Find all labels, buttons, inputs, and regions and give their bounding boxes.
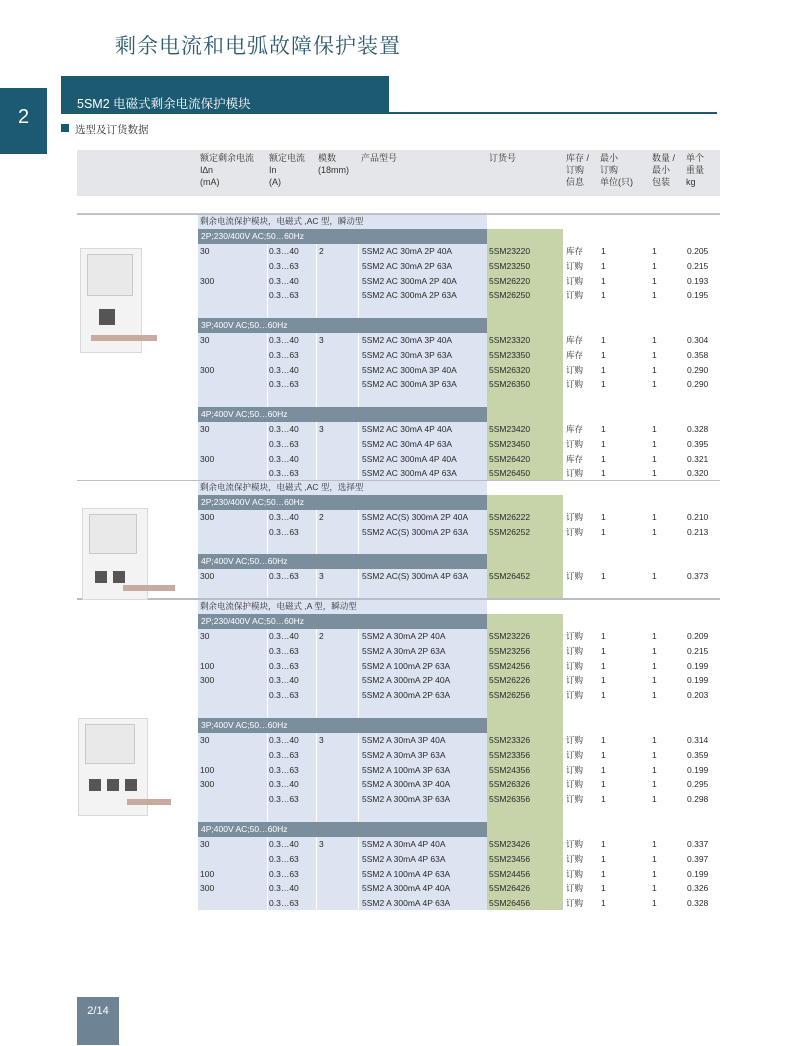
cell-pack: 1 [652, 854, 657, 864]
cell-pack: 1 [652, 512, 657, 522]
section-divider [61, 112, 717, 114]
cell-stock: 订购 [566, 365, 584, 375]
chapter-tab: 2 [0, 88, 47, 154]
cell-order: 5SM23450 [489, 439, 531, 449]
cell-in: 0.3…40 [269, 735, 299, 745]
cell-min: 1 [601, 869, 606, 879]
order-number-band [487, 614, 563, 910]
cell-mod: 3 [319, 735, 324, 745]
cell-ma: 300 [200, 571, 215, 581]
cell-weight: 0.320 [687, 468, 709, 478]
cell-min: 1 [601, 350, 606, 360]
cell-min: 1 [601, 661, 606, 671]
cell-order: 5SM23326 [489, 735, 531, 745]
cell-weight: 0.210 [687, 512, 709, 522]
cell-stock: 订购 [566, 290, 584, 300]
cell-stock: 订购 [566, 261, 584, 271]
cell-weight: 0.397 [687, 854, 709, 864]
cell-pack: 1 [652, 335, 657, 345]
cell-stock: 订购 [566, 839, 584, 849]
cell-order: 5SM26456 [489, 898, 531, 908]
cell-weight: 0.290 [687, 365, 709, 375]
cell-weight: 0.304 [687, 335, 709, 345]
cell-pack: 1 [652, 735, 657, 745]
cell-ma: 100 [200, 765, 215, 775]
page-number: 2/14 [77, 997, 119, 1045]
cell-stock: 库存 [566, 246, 584, 256]
cell-min: 1 [601, 261, 606, 271]
cell-order: 5SM24356 [489, 765, 531, 775]
cell-ma: 30 [200, 735, 210, 745]
cell-pack: 1 [652, 454, 657, 464]
cell-min: 1 [601, 631, 606, 641]
product-image-a-instant [78, 718, 148, 816]
cell-ma: 30 [200, 424, 210, 434]
cell-weight: 0.199 [687, 675, 709, 685]
voltage-group: 2P;230/400V AC;50…60Hz [198, 229, 487, 244]
cell-weight: 0.326 [687, 883, 709, 893]
cell-min: 1 [601, 439, 606, 449]
cell-pack: 1 [652, 661, 657, 671]
cell-weight: 0.199 [687, 765, 709, 775]
cell-order: 5SM26426 [489, 883, 531, 893]
cell-order: 5SM23250 [489, 261, 531, 271]
cell-min: 1 [601, 779, 606, 789]
cell-model: 5SM2 AC 300mA 4P 40A [362, 454, 457, 464]
cell-mod: 3 [319, 571, 324, 581]
cell-model: 5SM2 AC 30mA 3P 63A [362, 350, 453, 360]
cell-ma: 300 [200, 883, 215, 893]
cell-pack: 1 [652, 571, 657, 581]
cell-in: 0.3…63 [269, 869, 299, 879]
column-header-mod: 模数 (18mm) [318, 153, 349, 175]
cell-pack: 1 [652, 750, 657, 760]
cell-stock: 库存 [566, 424, 584, 434]
voltage-group: 4P;400V AC;50…60Hz [198, 822, 487, 837]
cell-in: 0.3…63 [269, 527, 299, 537]
cell-in: 0.3…40 [269, 779, 299, 789]
cell-pack: 1 [652, 646, 657, 656]
column-separator [267, 495, 268, 598]
cell-in: 0.3…40 [269, 365, 299, 375]
product-image-ac-instant [80, 248, 142, 353]
cell-pack: 1 [652, 779, 657, 789]
cell-weight: 0.195 [687, 290, 709, 300]
cell-weight: 0.199 [687, 661, 709, 671]
cell-pack: 1 [652, 290, 657, 300]
cell-in: 0.3…63 [269, 765, 299, 775]
subtitle: 选型及订货数据 [75, 124, 149, 136]
subtitle-marker [61, 124, 69, 132]
cell-model: 5SM2 A 100mA 3P 63A [362, 765, 451, 775]
cell-order: 5SM26350 [489, 379, 531, 389]
cell-min: 1 [601, 750, 606, 760]
cell-order: 5SM26452 [489, 571, 531, 581]
cell-min: 1 [601, 794, 606, 804]
product-image-ac-selective [82, 508, 148, 600]
cell-ma: 100 [200, 869, 215, 879]
cell-model: 5SM2 AC 300mA 3P 40A [362, 365, 457, 375]
cell-in: 0.3…40 [269, 335, 299, 345]
cell-stock: 订购 [566, 794, 584, 804]
cell-in: 0.3…63 [269, 898, 299, 908]
cell-min: 1 [601, 276, 606, 286]
cell-mod: 3 [319, 335, 324, 345]
category-divider [77, 598, 720, 599]
cell-min: 1 [601, 454, 606, 464]
cell-in: 0.3…40 [269, 512, 299, 522]
cell-pack: 1 [652, 246, 657, 256]
cell-model: 5SM2 A 30mA 3P 63A [362, 750, 446, 760]
cell-in: 0.3…63 [269, 439, 299, 449]
cell-ma: 300 [200, 365, 215, 375]
cell-order: 5SM26326 [489, 779, 531, 789]
cell-mod: 2 [319, 631, 324, 641]
category-title: 剩余电流保护模块，电磁式 ,AC 型，选择型 [200, 482, 364, 492]
cell-order: 5SM26420 [489, 454, 531, 464]
voltage-group: 4P;400V AC;50…60Hz [198, 554, 487, 569]
cell-stock: 订购 [566, 690, 584, 700]
cell-ma: 300 [200, 454, 215, 464]
cell-min: 1 [601, 365, 606, 375]
cell-pack: 1 [652, 883, 657, 893]
cell-order: 5SM23356 [489, 750, 531, 760]
voltage-group: 2P;230/400V AC;50…60Hz [198, 614, 487, 629]
order-number-band [487, 495, 563, 598]
cell-weight: 0.328 [687, 898, 709, 908]
cell-ma: 300 [200, 276, 215, 286]
column-separator [267, 614, 268, 910]
cell-weight: 0.337 [687, 839, 709, 849]
cell-pack: 1 [652, 794, 657, 804]
cell-stock: 订购 [566, 512, 584, 522]
cell-order: 5SM26252 [489, 527, 531, 537]
cell-in: 0.3…63 [269, 661, 299, 671]
cell-weight: 0.215 [687, 261, 709, 271]
cell-model: 5SM2 AC 30mA 4P 63A [362, 439, 453, 449]
cell-in: 0.3…63 [269, 854, 299, 864]
cell-ma: 300 [200, 779, 215, 789]
cell-weight: 0.295 [687, 779, 709, 789]
cell-min: 1 [601, 424, 606, 434]
cell-min: 1 [601, 512, 606, 522]
cell-min: 1 [601, 571, 606, 581]
cell-weight: 0.290 [687, 379, 709, 389]
cell-in: 0.3…40 [269, 424, 299, 434]
cell-model: 5SM2 A 30mA 4P 63A [362, 854, 446, 864]
cell-min: 1 [601, 675, 606, 685]
cell-pack: 1 [652, 765, 657, 775]
cell-model: 5SM2 AC 300mA 3P 63A [362, 379, 457, 389]
cell-order: 5SM23456 [489, 854, 531, 864]
cell-pack: 1 [652, 439, 657, 449]
cell-in: 0.3…40 [269, 276, 299, 286]
cell-order: 5SM23320 [489, 335, 531, 345]
cell-in: 0.3…63 [269, 794, 299, 804]
cell-pack: 1 [652, 424, 657, 434]
cell-model: 5SM2 A 100mA 2P 63A [362, 661, 451, 671]
cell-min: 1 [601, 883, 606, 893]
cell-model: 5SM2 AC 30mA 4P 40A [362, 424, 453, 434]
cell-weight: 0.213 [687, 527, 709, 537]
cell-order: 5SM24456 [489, 869, 531, 879]
cell-ma: 30 [200, 839, 210, 849]
cell-order: 5SM23256 [489, 646, 531, 656]
cell-model: 5SM2 A 100mA 4P 63A [362, 869, 451, 879]
voltage-group: 3P;400V AC;50…60Hz [198, 318, 487, 333]
cell-weight: 0.358 [687, 350, 709, 360]
cell-weight: 0.373 [687, 571, 709, 581]
cell-stock: 订购 [566, 869, 584, 879]
cell-pack: 1 [652, 468, 657, 478]
cell-in: 0.3…40 [269, 839, 299, 849]
cell-in: 0.3…40 [269, 883, 299, 893]
cell-weight: 0.209 [687, 631, 709, 641]
cell-stock: 订购 [566, 765, 584, 775]
cell-pack: 1 [652, 350, 657, 360]
cell-min: 1 [601, 290, 606, 300]
cell-stock: 订购 [566, 854, 584, 864]
cell-stock: 库存 [566, 335, 584, 345]
cell-stock: 订购 [566, 661, 584, 671]
cell-model: 5SM2 AC(S) 300mA 2P 63A [362, 527, 469, 537]
cell-order: 5SM26356 [489, 794, 531, 804]
column-separator [267, 229, 268, 480]
cell-stock: 订购 [566, 631, 584, 641]
cell-stock: 订购 [566, 750, 584, 760]
cell-pack: 1 [652, 839, 657, 849]
cell-model: 5SM2 AC(S) 300mA 2P 40A [362, 512, 469, 522]
column-header-order: 订货号 [489, 153, 517, 163]
category-title: 剩余电流保护模块，电磁式 ,A 型，瞬动型 [200, 601, 357, 611]
cell-stock: 订购 [566, 468, 584, 478]
section-title: 5SM2 电磁式剩余电流保护模块 [61, 76, 389, 112]
cell-stock: 订购 [566, 779, 584, 789]
cell-ma: 300 [200, 512, 215, 522]
cell-stock: 订购 [566, 571, 584, 581]
column-separator [316, 495, 317, 598]
column-header-ma: 额定剩余电流 I∆n (mA) [200, 153, 255, 187]
cell-weight: 0.215 [687, 646, 709, 656]
cell-model: 5SM2 AC 30mA 2P 63A [362, 261, 453, 271]
cell-stock: 订购 [566, 898, 584, 908]
cell-min: 1 [601, 839, 606, 849]
cell-in: 0.3…40 [269, 675, 299, 685]
cell-model: 5SM2 A 300mA 2P 63A [362, 690, 451, 700]
cell-mod: 3 [319, 424, 324, 434]
cell-min: 1 [601, 898, 606, 908]
cell-model: 5SM2 A 300mA 4P 63A [362, 898, 451, 908]
cell-stock: 订购 [566, 439, 584, 449]
column-header-weight: 单个 重量 kg [686, 153, 705, 187]
cell-model: 5SM2 AC 300mA 2P 40A [362, 276, 457, 286]
cell-min: 1 [601, 246, 606, 256]
cell-min: 1 [601, 527, 606, 537]
column-header-in: 额定电流 In (A) [269, 153, 306, 187]
cell-model: 5SM2 A 30mA 4P 40A [362, 839, 446, 849]
cell-in: 0.3…63 [269, 468, 299, 478]
column-header-pack: 数量 / 最小 包装 [652, 153, 676, 187]
cell-weight: 0.321 [687, 454, 709, 464]
voltage-group: 4P;400V AC;50…60Hz [198, 407, 487, 422]
column-header-model: 产品型号 [361, 153, 398, 163]
column-header-min: 最小 订购 单位(只) [600, 153, 633, 187]
cell-order: 5SM26450 [489, 468, 531, 478]
cell-min: 1 [601, 379, 606, 389]
cell-in: 0.3…40 [269, 246, 299, 256]
cell-model: 5SM2 AC 300mA 4P 63A [362, 468, 457, 478]
cell-ma: 30 [200, 246, 210, 256]
cell-model: 5SM2 A 300mA 3P 63A [362, 794, 451, 804]
cell-order: 5SM26222 [489, 512, 531, 522]
cell-in: 0.3…40 [269, 454, 299, 464]
cell-weight: 0.205 [687, 246, 709, 256]
cell-order: 5SM23426 [489, 839, 531, 849]
voltage-group: 2P;230/400V AC;50…60Hz [198, 495, 487, 510]
cell-min: 1 [601, 765, 606, 775]
cell-ma: 300 [200, 675, 215, 685]
cell-model: 5SM2 A 30mA 2P 63A [362, 646, 446, 656]
cell-stock: 订购 [566, 379, 584, 389]
cell-weight: 0.193 [687, 276, 709, 286]
cell-model: 5SM2 A 30mA 3P 40A [362, 735, 446, 745]
cell-model: 5SM2 A 300mA 4P 40A [362, 883, 451, 893]
cell-weight: 0.328 [687, 424, 709, 434]
column-header-stock: 库存 / 订购 信息 [566, 153, 590, 187]
page-title: 剩余电流和电弧故障保护装置 [115, 35, 401, 58]
cell-model: 5SM2 AC 300mA 2P 63A [362, 290, 457, 300]
cell-min: 1 [601, 468, 606, 478]
cell-weight: 0.203 [687, 690, 709, 700]
cell-in: 0.3…63 [269, 261, 299, 271]
cell-stock: 订购 [566, 735, 584, 745]
cell-min: 1 [601, 646, 606, 656]
cell-in: 0.3…63 [269, 379, 299, 389]
cell-pack: 1 [652, 869, 657, 879]
cell-order: 5SM23420 [489, 424, 531, 434]
cell-order: 5SM26220 [489, 276, 531, 286]
cell-in: 0.3…63 [269, 750, 299, 760]
cell-in: 0.3…63 [269, 571, 299, 581]
cell-in: 0.3…40 [269, 631, 299, 641]
column-separator [358, 495, 359, 598]
cell-mod: 2 [319, 246, 324, 256]
cell-order: 5SM26250 [489, 290, 531, 300]
cell-model: 5SM2 A 300mA 2P 40A [362, 675, 451, 685]
cell-order: 5SM23226 [489, 631, 531, 641]
cell-stock: 订购 [566, 527, 584, 537]
cell-stock: 订购 [566, 883, 584, 893]
column-separator [358, 229, 359, 480]
cell-weight: 0.314 [687, 735, 709, 745]
cell-pack: 1 [652, 379, 657, 389]
cell-weight: 0.199 [687, 869, 709, 879]
cell-in: 0.3…63 [269, 690, 299, 700]
cell-ma: 30 [200, 631, 210, 641]
cell-min: 1 [601, 854, 606, 864]
cell-mod: 3 [319, 839, 324, 849]
cell-order: 5SM26320 [489, 365, 531, 375]
cell-pack: 1 [652, 365, 657, 375]
cell-in: 0.3…63 [269, 646, 299, 656]
cell-mod: 2 [319, 512, 324, 522]
cell-order: 5SM23220 [489, 246, 531, 256]
cell-weight: 0.395 [687, 439, 709, 449]
cell-order: 5SM24256 [489, 661, 531, 671]
cell-ma: 30 [200, 335, 210, 345]
cell-pack: 1 [652, 261, 657, 271]
cell-min: 1 [601, 735, 606, 745]
cell-stock: 订购 [566, 646, 584, 656]
cell-stock: 库存 [566, 454, 584, 464]
cell-weight: 0.298 [687, 794, 709, 804]
column-separator [316, 614, 317, 910]
cell-pack: 1 [652, 631, 657, 641]
cell-stock: 订购 [566, 675, 584, 685]
cell-pack: 1 [652, 276, 657, 286]
column-separator [316, 229, 317, 480]
cell-weight: 0.359 [687, 750, 709, 760]
cell-pack: 1 [652, 527, 657, 537]
cell-ma: 100 [200, 661, 215, 671]
cell-pack: 1 [652, 898, 657, 908]
voltage-group: 3P;400V AC;50…60Hz [198, 718, 487, 733]
cell-model: 5SM2 AC 30mA 3P 40A [362, 335, 453, 345]
cell-pack: 1 [652, 690, 657, 700]
cell-order: 5SM26256 [489, 690, 531, 700]
cell-model: 5SM2 A 30mA 2P 40A [362, 631, 446, 641]
cell-min: 1 [601, 690, 606, 700]
cell-min: 1 [601, 335, 606, 345]
cell-stock: 订购 [566, 276, 584, 286]
cell-in: 0.3…63 [269, 290, 299, 300]
cell-stock: 库存 [566, 350, 584, 360]
cell-model: 5SM2 AC(S) 300mA 4P 63A [362, 571, 469, 581]
cell-in: 0.3…63 [269, 350, 299, 360]
cell-model: 5SM2 A 300mA 3P 40A [362, 779, 451, 789]
column-separator [358, 614, 359, 910]
cell-model: 5SM2 AC 30mA 2P 40A [362, 246, 453, 256]
cell-pack: 1 [652, 675, 657, 685]
cell-order: 5SM23350 [489, 350, 531, 360]
category-title: 剩余电流保护模块，电磁式 ,AC 型，瞬动型 [200, 216, 364, 226]
cell-order: 5SM26226 [489, 675, 531, 685]
